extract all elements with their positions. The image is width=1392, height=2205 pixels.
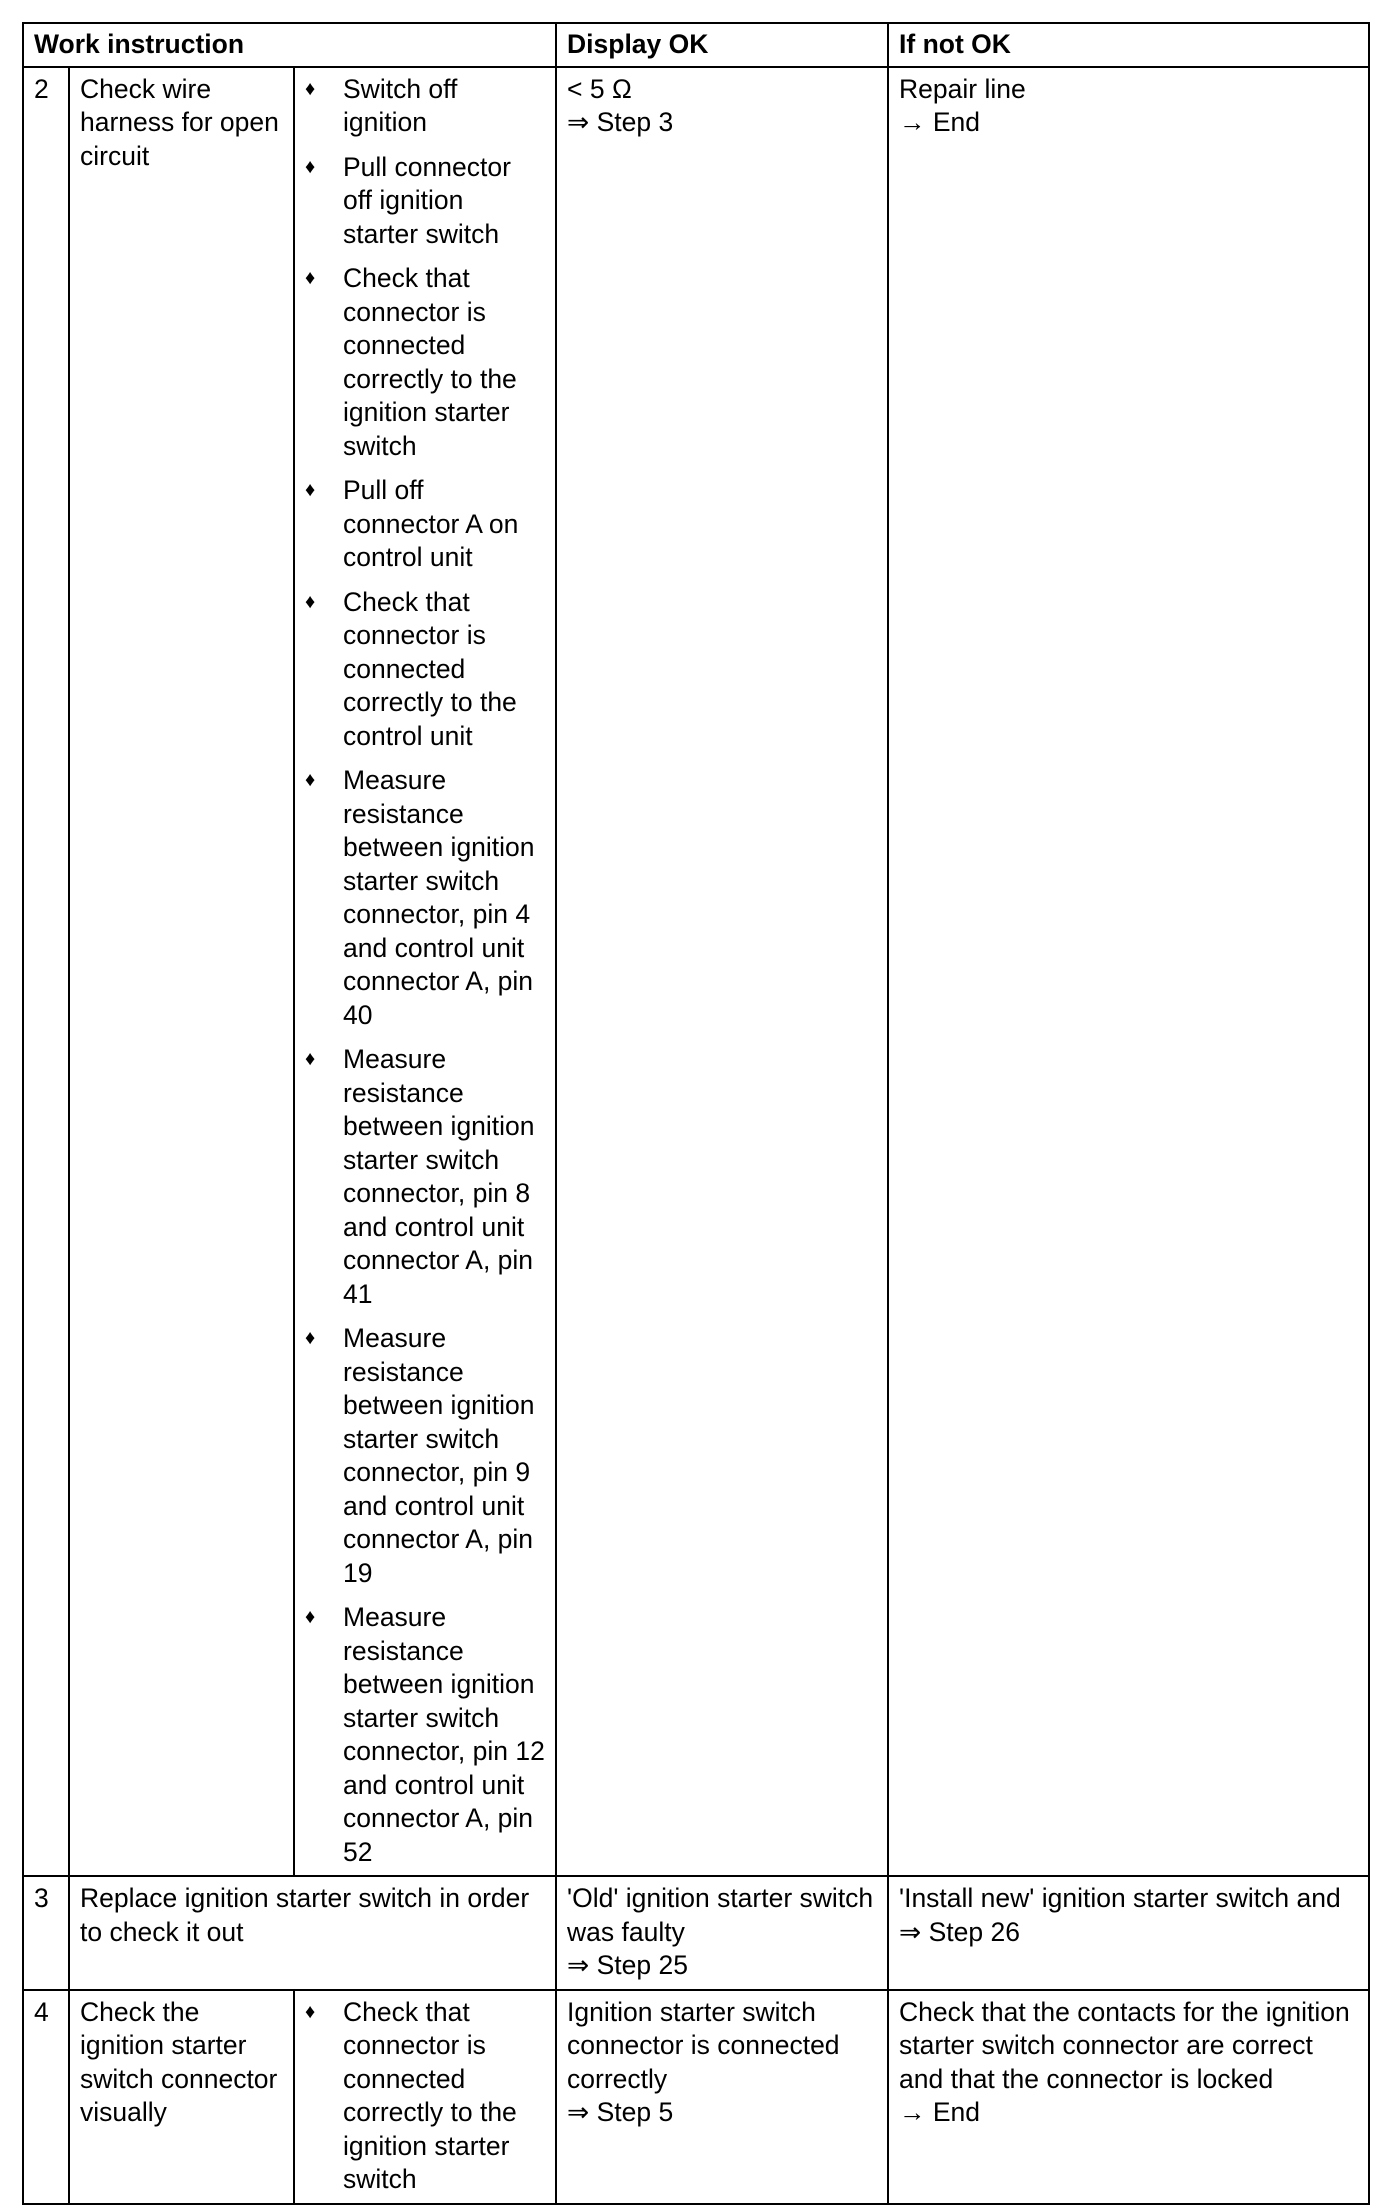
action-item: ♦ Pull connector off ignition starter switch — [305, 151, 511, 249]
table-header-row — [23, 23, 1369, 67]
if-not-ok-cell — [888, 1990, 1369, 2204]
if-not-ok-action: Repair line — [899, 73, 1026, 104]
diamond-bullet-icon: ♦ — [305, 155, 316, 178]
if-not-ok-action: 'Install new' ignition starter switch and — [899, 1883, 1341, 1913]
display-ok-next-step: ⇒ Step 25 — [567, 1950, 688, 1980]
display-ok-cell — [556, 1990, 888, 2204]
task-description: Check wire harness for open circuit — [69, 67, 294, 1877]
table-row-step-4 — [23, 1990, 1369, 2204]
action-item: ♦ Measure resistance between ignition starter switch connector, pin 8 and control unit connector A, pin 41 — [305, 1044, 535, 1309]
header-display-ok: Display OK — [556, 23, 888, 67]
action-item: ♦ Check that connector is connected correctly to the ignition starter switch — [305, 263, 517, 461]
action-item: ♦ Check that connector is connected correctly to the control unit — [305, 586, 517, 751]
diamond-bullet-icon: ♦ — [305, 769, 316, 791]
if-not-ok-next-step: ⇒ Step 26 — [899, 1916, 1020, 1947]
display-ok-next-step: ⇒ Step 3 — [567, 107, 674, 137]
diamond-bullet-icon: ♦ — [305, 77, 316, 100]
display-ok-next-step: ⇒ Step 5 — [567, 2097, 674, 2127]
diamond-bullet-icon: ♦ — [305, 1606, 316, 1628]
diamond-bullet-icon: ♦ — [305, 1327, 316, 1349]
diamond-bullet-icon: ♦ — [305, 590, 316, 613]
display-ok-cell — [556, 1876, 888, 1990]
action-list — [305, 73, 545, 1870]
if-not-ok-next-step: → End — [899, 107, 981, 137]
display-ok-cell — [556, 67, 888, 1877]
action-list-cell — [294, 67, 556, 1877]
diamond-bullet-icon: ♦ — [305, 2000, 316, 2023]
task-description: Check the ignition starter switch connector visually — [69, 1990, 294, 2204]
header-if-not-ok: If not OK — [888, 23, 1369, 67]
action-item: ♦ Pull off connector A on control unit — [305, 475, 519, 572]
if-not-ok-cell — [888, 1876, 1369, 1990]
if-not-ok-action: Check that the contacts for the ignition starter switch connector are correct and that the connector is locked — [899, 1996, 1350, 2094]
table-row-step-3 — [23, 1876, 1369, 1990]
display-ok-value: < 5 Ω — [567, 73, 632, 104]
if-not-ok-next-step: → End — [899, 2097, 981, 2127]
action-list — [305, 1996, 545, 2197]
action-item: ♦ Measure resistance between ignition starter switch connector, pin 9 and control unit connector A, pin 19 — [305, 1323, 535, 1588]
header-work-instruction: Work instruction — [23, 23, 556, 67]
work-instruction-table — [22, 22, 1370, 2205]
if-not-ok-cell — [888, 67, 1369, 1877]
step-number: 2 — [23, 67, 69, 1877]
work-instruction-page — [22, 22, 1370, 2205]
diamond-bullet-icon: ♦ — [305, 1048, 316, 1070]
task-description: Replace ignition starter switch in order to check it out — [69, 1876, 556, 1990]
diamond-bullet-icon: ♦ — [305, 267, 316, 289]
action-item: ♦ Check that connector is connected correctly to the ignition starter switch — [305, 1996, 517, 2194]
action-item: ♦ Measure resistance between ignition starter switch connector, pin 4 and control unit connector A, pin 40 — [305, 765, 535, 1030]
action-item: ♦ Switch off ignition — [305, 73, 458, 137]
display-ok-value: Ignition starter switch connector is connected correctly — [567, 1996, 840, 2094]
step-number: 3 — [23, 1876, 69, 1990]
diamond-bullet-icon: ♦ — [305, 479, 316, 501]
display-ok-value: 'Old' ignition starter switch was faulty — [567, 1883, 874, 1947]
action-item: ♦ Measure resistance between ignition starter switch connector, pin 12 and control unit connector A, pin 52 — [305, 1602, 545, 1867]
table-row-step-2 — [23, 67, 1369, 1877]
action-list-cell — [294, 1990, 556, 2204]
step-number: 4 — [23, 1990, 69, 2204]
